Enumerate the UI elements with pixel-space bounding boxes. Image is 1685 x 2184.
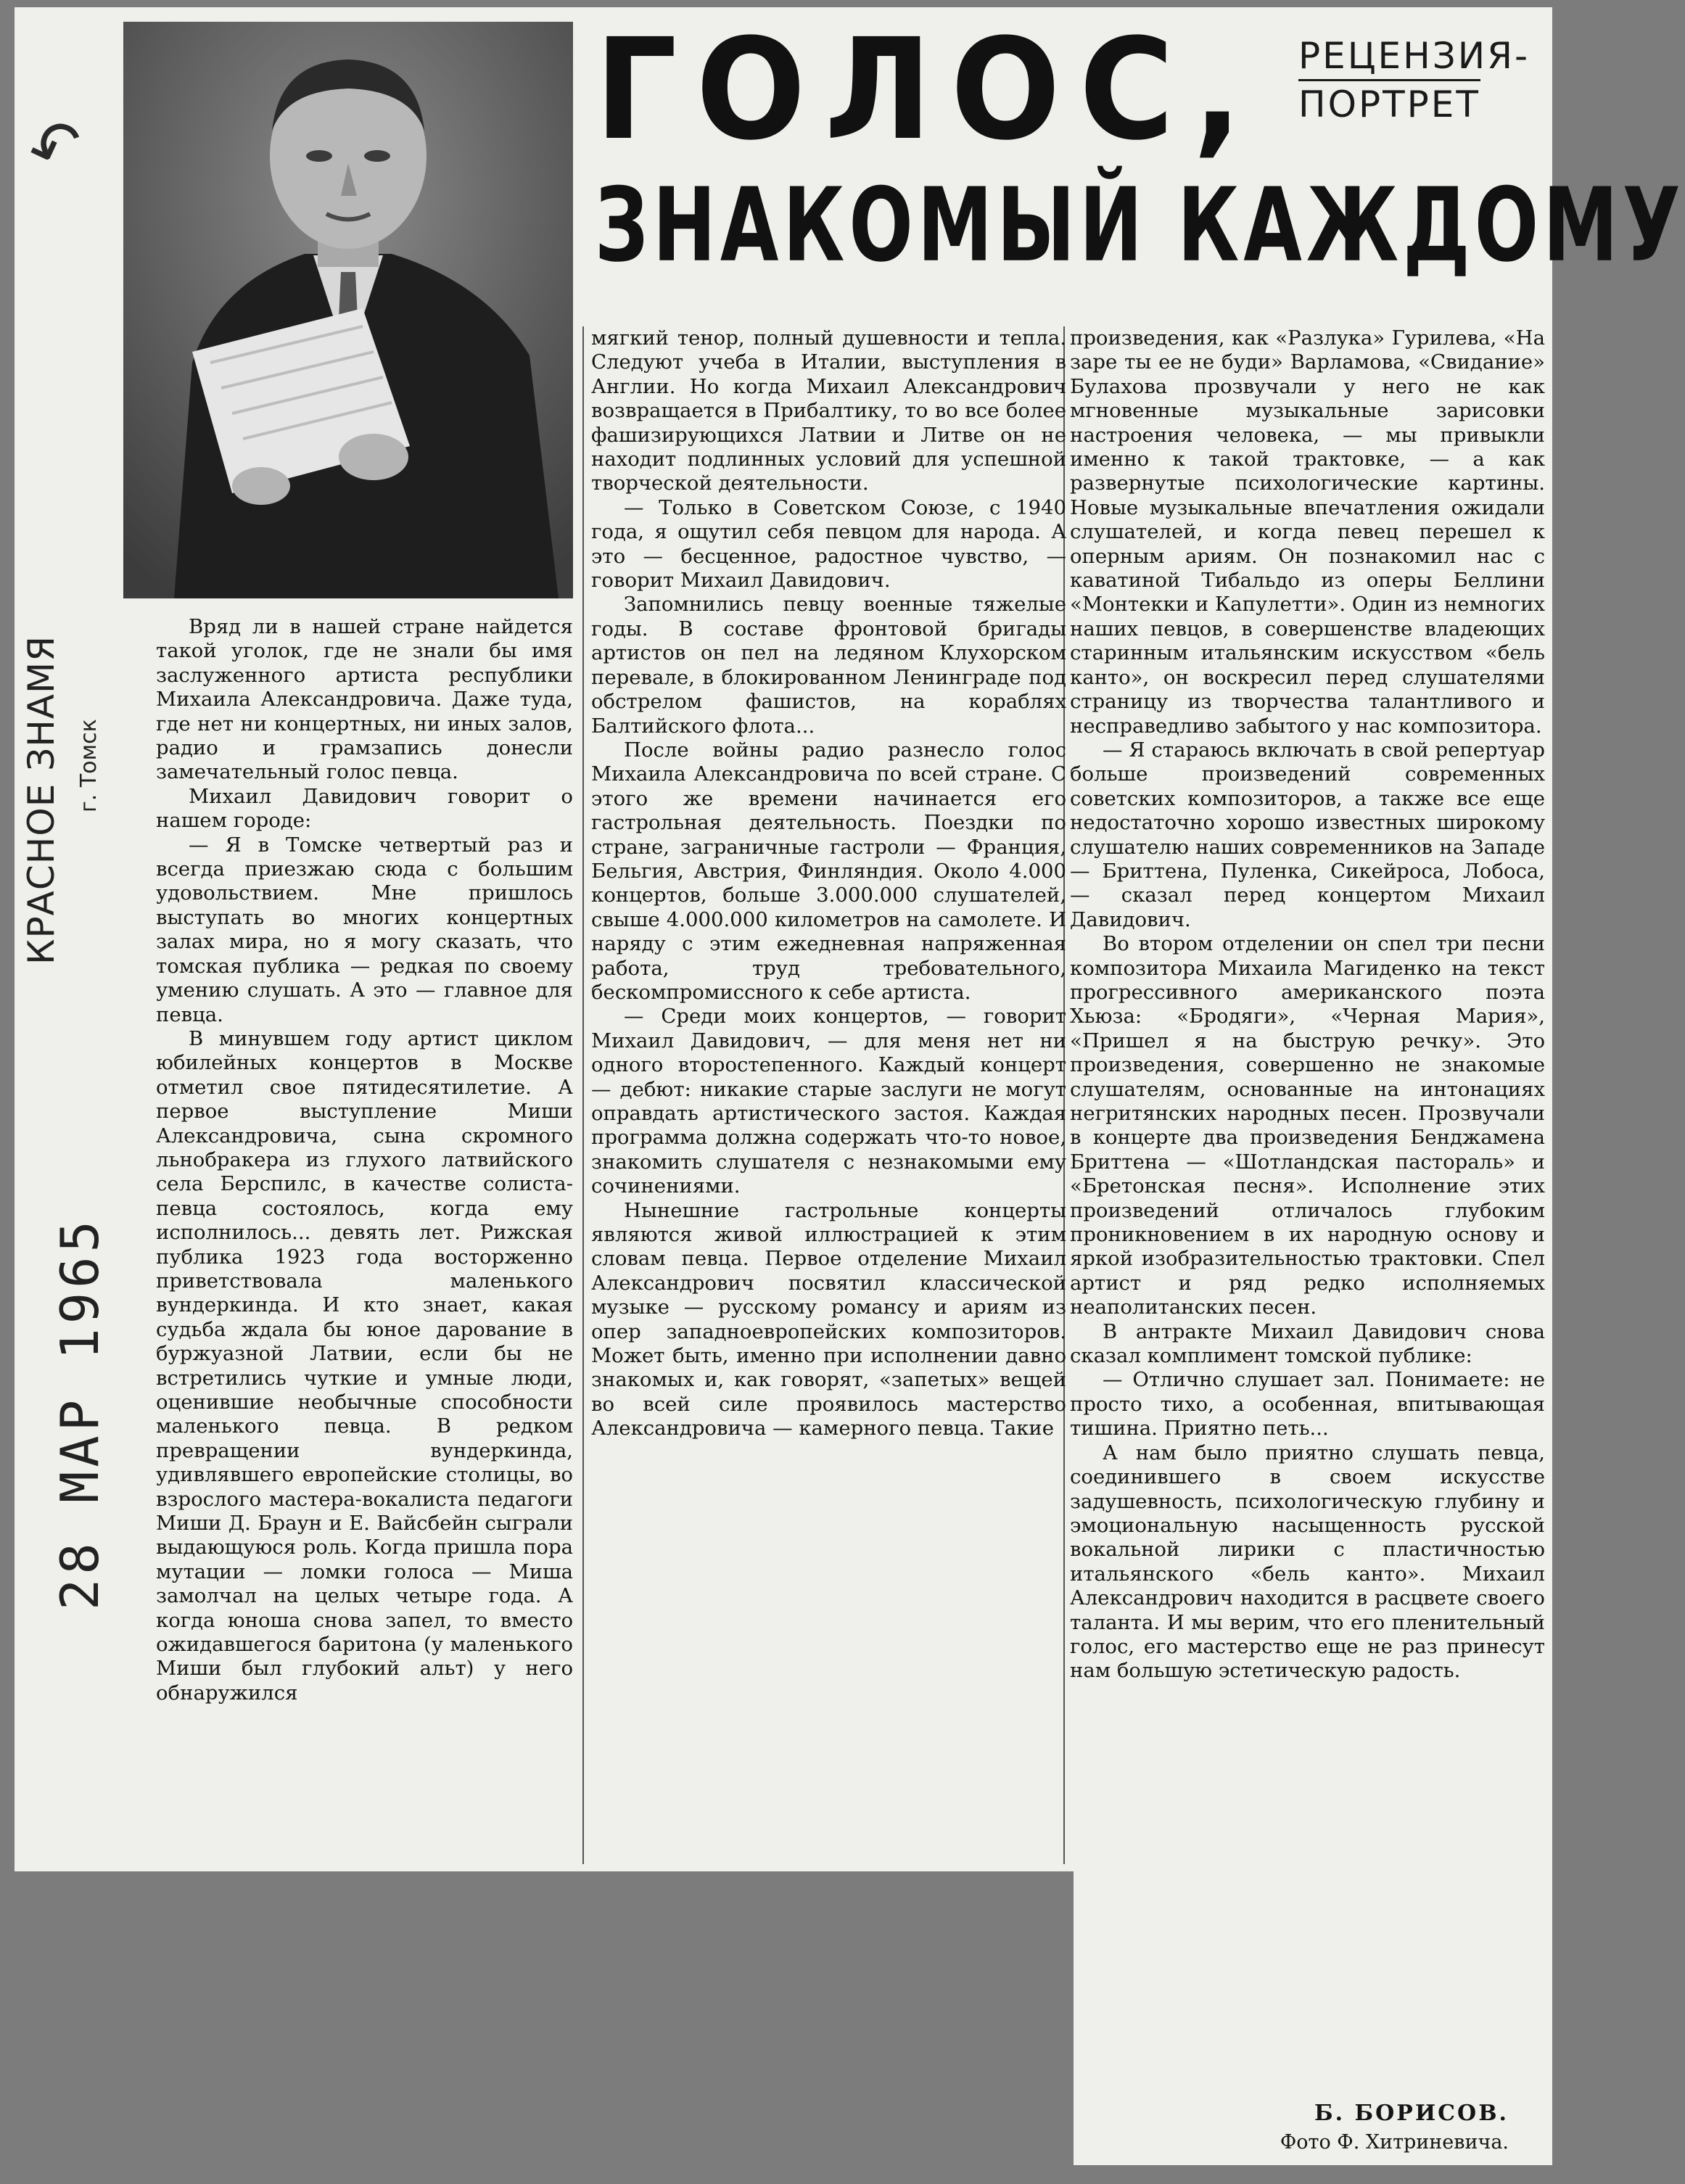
paragraph: Во втором отделении он спел три песни композитора Михаила Магиденко на текст прогрессивного американского поэта Хьюза: «Бродяги», «Черная Мария», «Пришел я на быструю речку». Это произведения, совершенно не знакомые слушателям, основанные на интонациях негритянских народных песен. Прозвучали в концерте два произведения Бенджамена Бриттена — «Шотландская пастораль» и «Бретонская песня». Исполнение этих произведений отличалось глубоким проникновением в их народную основу и яркой изобразительностью трактовки. Спел артист и ряд редко исполняемых неаполитанских песен. [1070,932,1545,1319]
paragraph: — Отлично слушает зал. Понимаете: не просто тихо, а особенная, впитывающая тишина. Приятно петь... [1070,1368,1545,1441]
rubric-label [1298,33,1545,128]
article-column-1 [156,615,573,1863]
paragraph: — Я стараюсь включать в свой репертуар больше произведений современных советских композиторов, а также все еще недостаточно хорошо известных широкому слушателю наших современников на Западе — Бриттена, Пуленка, Сикейроса, Лобоса, — сказал перед концертом Михаил Давидович. [1070,738,1545,931]
paragraph: А нам было приятно слушать певца, соединившего в своем искусстве задушевность, психологическую глубину и эмоциональную насыщенность русской вокальной лирики с пластичностью итальянского «бель канто». Михаил Александрович находится в расцвете своего таланта. И мы верим, что его пленительный голос, его мастерство еще не раз принесут нам большую эстетическую радость. [1070,1441,1545,1683]
headline-title: ГОЛОС, [595,8,1261,171]
column-divider [582,326,584,1864]
article-column-3 [1070,326,1545,2045]
stamp-newspaper-name: КРАСНОЕ ЗНАМЯ [20,635,62,965]
paragraph: Нынешние гастрольные концерты являются живой иллюстрацией к этим словам певца. Первое отделение Михаил Александрович посвятил классической музыке — русскому романсу и ариям из опер западноевропейских композиторов. Может быть, именно при исполнении давно знакомых и, как говорят, «запетых» вещей во всей силе проявилось мастерство Александровича — камерного певца. Такие [591,1198,1066,1441]
rubric-line-2: ПОРТРЕТ [1298,79,1480,128]
stamp-city: г. Томск [76,719,102,812]
article-column-2 [591,326,1066,1864]
paragraph: произведения, как «Разлука» Гурилева, «На заре ты ее не буди» Варламова, «Свидание» Булахова прозвучали у него не как мгновенные музыкальные зарисовки настроения человека, — мы привыкли именно к такой трактовке, — а как развернутые психологические картины. Новые музыкальные впечатления ожидали слушателей, и когда певец перешел к оперным ариям. Он познакомил нас с каватиной Тибальдо из оперы Беллини «Монтекки и Капулетти». Один из немногих наших певцов, в совершенстве владеющих старинным итальянским искусством «бель канто», он воскресил перед слушателями страницу из творчества талантливого и несправедливо забытого у нас композитора. [1070,326,1545,738]
singer-portrait-photo [123,22,573,598]
portrait-photo-icon [123,22,573,598]
stamp-date: 28 МАР 1965 [49,1216,110,1610]
photo-credit: Фото Ф. Хитриневича. [1280,2131,1509,2154]
paragraph: — Среди моих концертов, — говорит Михаил Давидович, — для меня нет ни одного второстепенного. Каждый концерт — дебют: никакие старые заслуги не могут оправдать артистического застоя. Каждая программа должна содержать что-то новое, знакомить слушателя с незнакомыми ему сочинениями. [591,1005,1066,1198]
margin-handwritten-mark: ↶ [17,102,96,192]
paragraph: — Я в Томске четвертый раз и всегда приезжаю сюда с большим удовольствием. Мне пришлось выступать во многих концертных залах мира, но я могу сказать, что томская публика — редкая по своему умению слушать. А это — главное для певца. [156,833,573,1026]
paragraph: После войны радио разнесло голос Михаила Александровича по всей стране. С этого же времени начинается его гастрольная деятельность. Поездки по стране, заграничные гастроли — Франция, Бельгия, Австрия, Финляндия. Около 4.000 концертов, больше 3.000.000 слушателей, свыше 4.000.000 километров на самолете. И наряду с этим ежедневная напряженная работа, труд требовательного, бескомпромиссного к себе артиста. [591,738,1066,1004]
paragraph: Вряд ли в нашей стране найдется такой уголок, где не знали бы имя заслуженного артиста республики Михаила Александровича. Даже туда, где нет ни концертных, ни иных залов, радио и грамзапись донесли замечательный голос певца. [156,615,573,784]
paragraph: В минувшем году артист циклом юбилейных концертов в Москве отметил свое пятидесятилетие. А первое выступление Миши Александровича, сына скромного льнобракера из глухого латвийского села Берспилс, в качестве солиста-певца состоялось, когда ему исполнилось... девять лет. Рижская публика 1923 года восторженно приветствовала маленького вундеркинда. И кто знает, какая судьба ждала бы юное дарование в буржуазной Латвии, если бы не встретились чуткие и умные люди, оценившие необычные способности маленького певца. В редком превращении вундеркинда, удивлявшего европейские столицы, во взрослого мастера-вокалиста педагоги Миши Д. Браун и Е. Вайсбейн сыграли выдающуюся роль. Когда пришла пора мутации — ломки голоса — Миша замолчал на целых четыре года. А когда юноша снова запел, то вместо ожидавшегося баритона (у маленького Миши был глубокий альт) у него обнаружился [156,1026,573,1705]
paragraph: — Только в Советском Союзе, с 1940 года, я ощутил себя певцом для народа. А это — бесценное, радостное чувство, — говорит Михаил Давидович. [591,495,1066,593]
paragraph: В антракте Михаил Давидович снова сказал комплимент томской публике: [1070,1319,1545,1368]
paragraph: Запомнились певцу военные тяжелые годы. В составе фронтовой бригады артистов он пел на ледяном Клухорском перевале, в блокированном Ленинграде под обстрелом фашистов, на кораблях Балтийского флота... [591,593,1066,738]
paragraph: мягкий тенор, полный душевности и тепла. Следуют учеба в Италии, выступления в Англии. Но когда Михаил Александрович возвращается в Прибалтику, то во все более фашизирующихся Латвии и Литве он не находит подлинных условий для успешной творческой деятельности. [591,326,1066,495]
paragraph: Михаил Давидович говорит о нашем городе: [156,784,573,833]
headline-subtitle: ЗНАКОМЫЙ КАЖДОМУ [595,165,1685,285]
author-signature: Б. БОРИСОВ. [1314,2101,1509,2126]
rubric-line-1: РЕЦЕНЗИЯ- [1298,35,1530,77]
